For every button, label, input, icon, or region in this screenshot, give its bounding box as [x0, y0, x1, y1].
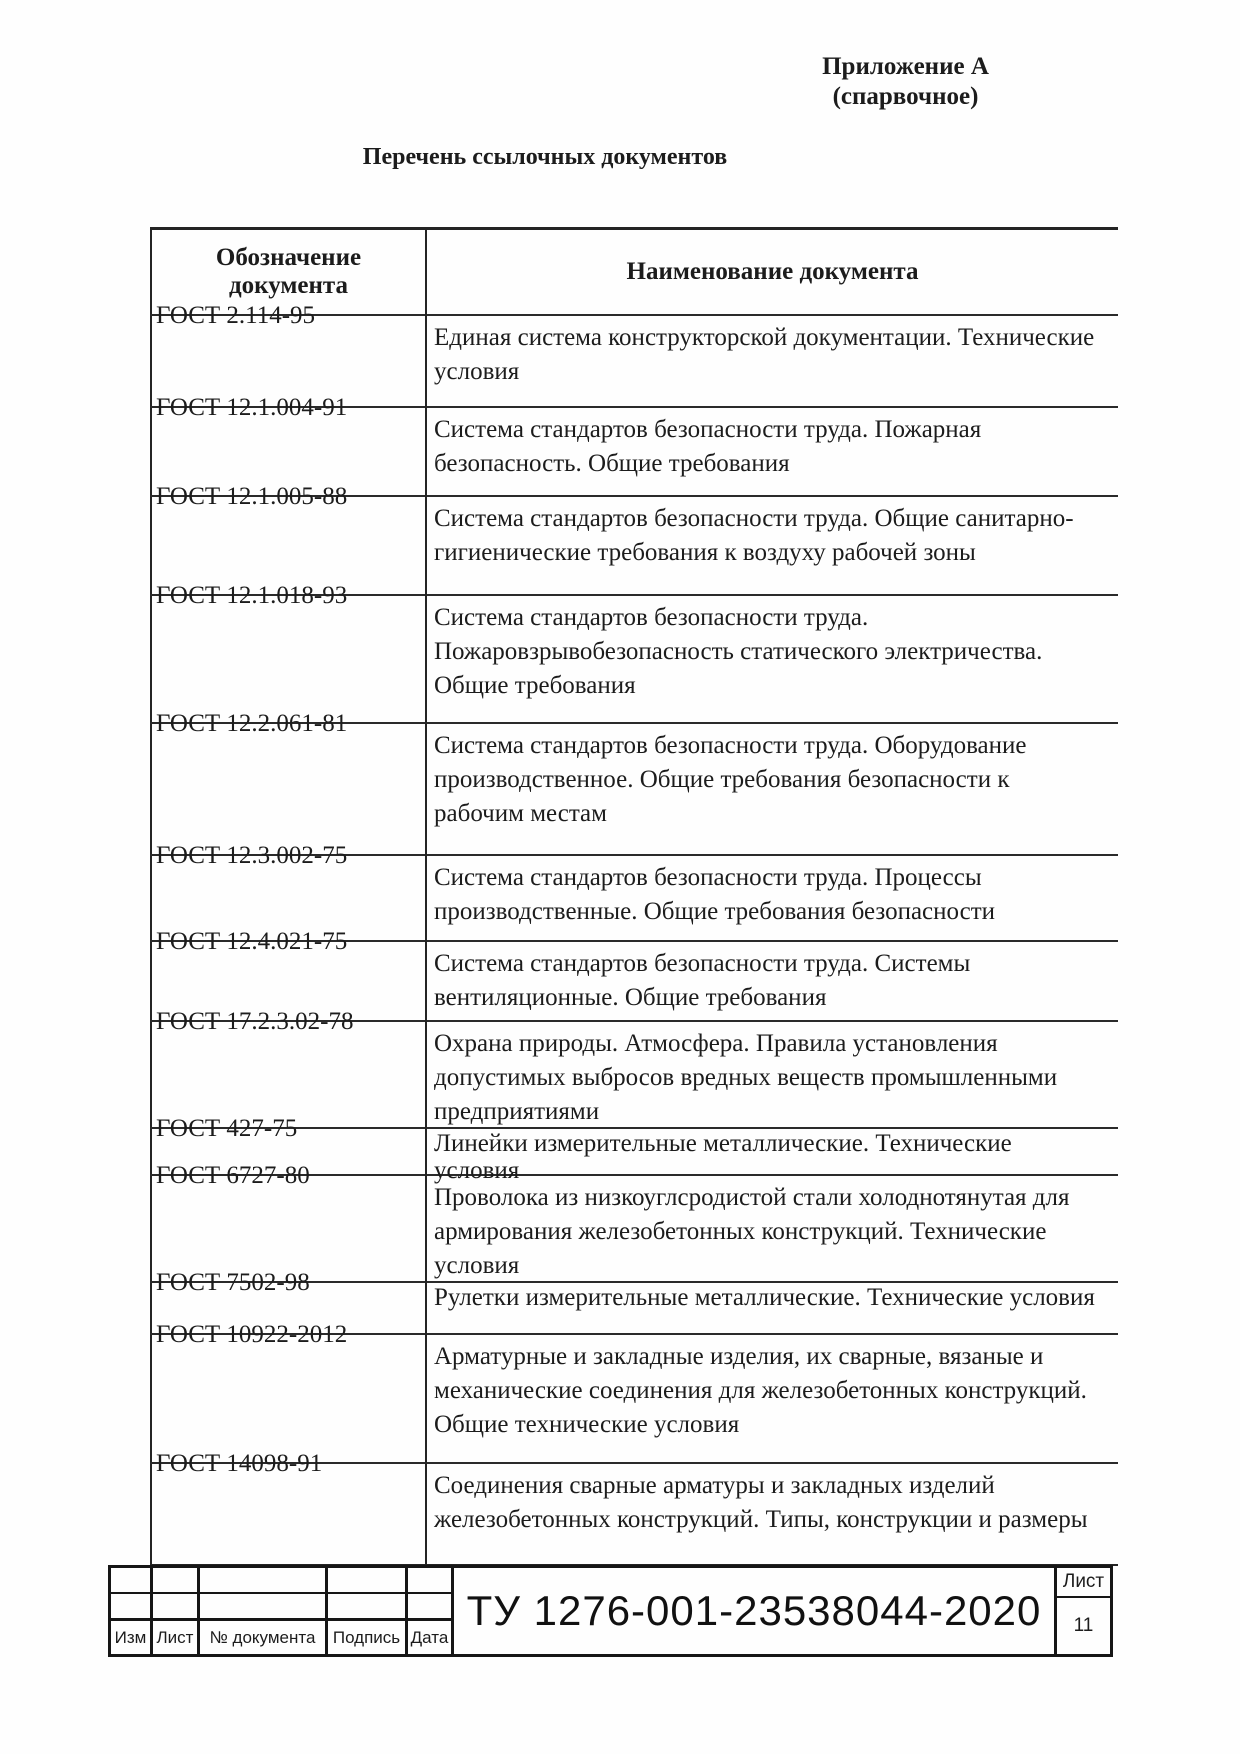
appendix-heading [808, 52, 1003, 112]
table-row [151, 496, 1118, 595]
doc-name-cell [426, 941, 1118, 1021]
doc-designation: ГОСТ 12.3.002-75 [156, 842, 348, 869]
doc-designation: ГОСТ 7502-98 [156, 1269, 310, 1296]
doc-name: Единая система конструкторской документации. Технические условия [434, 324, 1095, 385]
doc-name-cell [426, 1128, 1118, 1184]
revision-cell [200, 1568, 328, 1594]
doc-name-cell [426, 855, 1118, 941]
doc-name-cell [426, 595, 1118, 723]
doc-designation-cell [151, 1008, 426, 1128]
page-title: Перечень ссылочных документов [362, 144, 728, 170]
doc-designation: ГОСТ 427-75 [156, 1115, 298, 1142]
revision-cell [111, 1568, 153, 1594]
table-row [151, 1021, 1118, 1128]
doc-designation: ГОСТ 6727-80 [156, 1162, 310, 1189]
doc-designation-cell [151, 1321, 426, 1463]
title-block [108, 1565, 1113, 1657]
table-row [151, 1175, 1118, 1282]
doc-designation: ГОСТ 12.1.004-91 [156, 394, 348, 421]
column-header-designation: Обозначение документа [151, 229, 426, 316]
doc-designation: ГОСТ 12.1.005-88 [156, 483, 348, 510]
doc-designation: ГОСТ 10922-2012 [156, 1321, 348, 1348]
revision-cell [153, 1568, 200, 1594]
revision-cell [328, 1594, 408, 1621]
doc-designation-cell [151, 710, 426, 855]
doc-name: Система стандартов безопасности труда. Общие санитарно- гигиенические требования к воздуху рабочей зоны [434, 505, 1074, 566]
doc-name-cell [426, 1282, 1118, 1334]
doc-designation-cell [151, 1450, 426, 1565]
table-row [151, 723, 1118, 855]
doc-name-cell [426, 496, 1118, 595]
doc-name: Система стандартов безопасности труда. Системы вентиляционные. Общие требования [434, 950, 971, 1011]
table-row [151, 1463, 1118, 1565]
sheet-label: Лист [1057, 1568, 1110, 1598]
doc-name: Арматурные и закладные изделия, их сварные, вязаные и механические соединения для железобетонных конструкций. Общие технические условия [434, 1343, 1087, 1438]
doc-name: Соединения сварные арматуры и закладных изделий железобетонных конструкций. Типы, конструкции и размеры [434, 1472, 1088, 1533]
doc-name: Система стандартов безопасности труда. Пожарная безопасность. Общие требования [434, 416, 982, 477]
label-izm: Изм [111, 1621, 153, 1654]
revision-cell [408, 1568, 454, 1594]
doc-designation-cell [151, 582, 426, 723]
doc-designation: ГОСТ 12.4.021-75 [156, 928, 348, 955]
table-row [151, 1334, 1118, 1463]
doc-name: Система стандартов безопасности труда. Пожаровзрывобезопасность статического электричества. Общие требования [434, 604, 1043, 699]
table-row [151, 595, 1118, 723]
doc-name: Проволока из низкоуглсродистой стали холоднотянутая для армирования железобетонных конструкций. Технические условия [434, 1184, 1070, 1279]
doc-name-cell [426, 1021, 1118, 1128]
revision-cell [153, 1594, 200, 1621]
doc-name-cell [426, 1175, 1118, 1282]
label-list: Лист [153, 1621, 200, 1654]
appendix-title: Приложение А [822, 53, 989, 80]
doc-name: Система стандартов безопасности труда. Оборудование производственное. Общие требования безопасности к рабочим местам [434, 732, 1027, 827]
doc-name: Рулетки измерительные металлические. Технические условия [434, 1284, 1095, 1311]
doc-designation: ГОСТ 12.1.018-93 [156, 582, 348, 609]
referenced-documents-table [150, 227, 1118, 1566]
doc-name-cell [426, 1334, 1118, 1463]
doc-name-cell [426, 1463, 1118, 1565]
column-header-name: Наименование документа [626, 258, 919, 285]
label-doc-number: № документа [200, 1621, 328, 1654]
doc-name: Линейки измерительные металлические. Технические условия [434, 1130, 1012, 1184]
doc-name-cell [426, 407, 1118, 496]
doc-name: Охрана природы. Атмосфера. Правила установления допустимых выбросов вредных веществ промышленными предприятиями [434, 1030, 1058, 1125]
table-body [151, 302, 1118, 1565]
doc-name: Система стандартов безопасности труда. Процессы производственные. Общие требования безопасности [434, 864, 996, 925]
doc-designation: ГОСТ 2.114-95 [156, 302, 316, 329]
label-signature: Подпись [328, 1621, 408, 1654]
doc-designation: ГОСТ 17.2.3.02-78 [156, 1008, 354, 1035]
doc-designation: ГОСТ 12.2.061-81 [156, 710, 348, 737]
sheet-box [1054, 1568, 1110, 1654]
sheet-number: 11 [1073, 1615, 1094, 1636]
doc-name-cell [426, 315, 1118, 407]
doc-designation: ГОСТ 14098-91 [156, 1450, 323, 1477]
revision-cell [328, 1568, 408, 1594]
doc-designation-cell [151, 1162, 426, 1282]
doc-name-cell [426, 723, 1118, 855]
document-number: ТУ 1276-001-23538044-2020 [466, 1587, 1042, 1634]
label-date: Дата [408, 1621, 454, 1654]
revision-table [111, 1568, 454, 1654]
doc-designation-cell [151, 483, 426, 595]
appendix-subtitle: (спарвочное) [832, 83, 979, 110]
revision-cell [111, 1594, 153, 1621]
revision-cell [200, 1594, 328, 1621]
revision-cell [408, 1594, 454, 1621]
